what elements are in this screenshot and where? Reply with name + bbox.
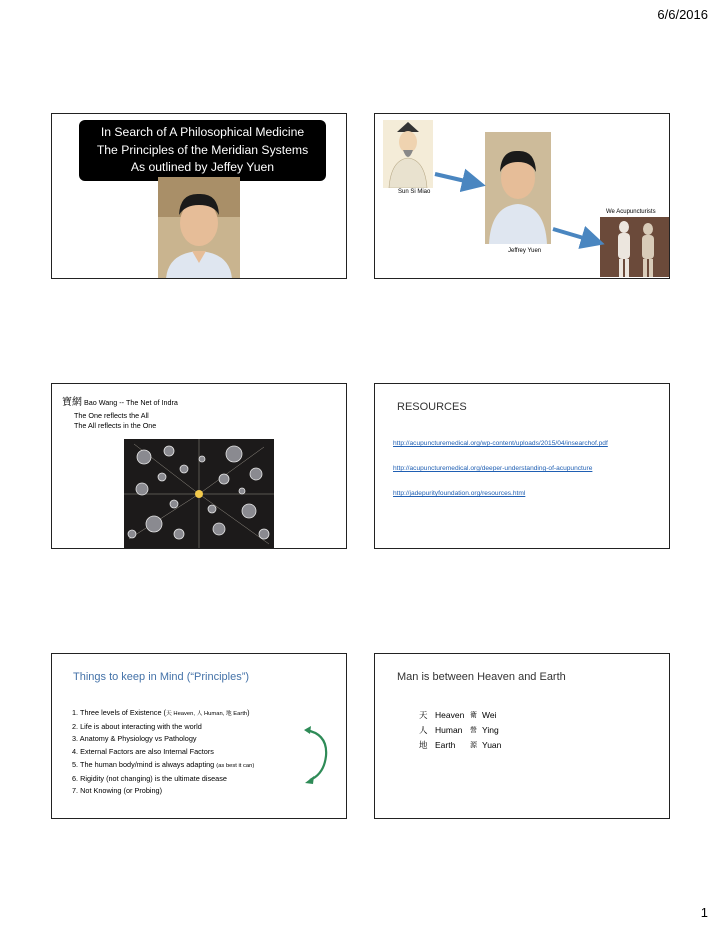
principles-title: Things to keep in Mind (“Principles”) [73, 671, 250, 683]
slide-principles [51, 653, 347, 819]
lineage-arrows [375, 114, 670, 279]
list-item: 6. Rigidity (not changing) is the ultimate disease [72, 773, 227, 783]
resource-link[interactable]: http://acupuncturemedical.org/deeper-understanding-of-acupuncture [393, 465, 593, 472]
resource-link[interactable]: http://jadepurityfoundation.org/resources.html [393, 490, 526, 497]
cycle-arrow-icon [302, 726, 332, 788]
label-jeffrey-yuen: Jeffrey Yuen [508, 248, 542, 254]
list-item: 3. Anatomy & Physiology vs Pathology [72, 734, 197, 744]
bao-wang-chinese: 寶網 [62, 397, 82, 408]
label-sun-si-miao: Sun Si Miao [398, 189, 431, 195]
portrait-photo [158, 177, 240, 279]
list-item: 2. Life is about interacting with the world [72, 721, 202, 731]
list-item: 1. Three levels of Existence (天 Heaven, 人 Human, 地 Earth) [72, 708, 250, 717]
list-item: 5. The human body/mind is always adapting (as best it can) [72, 759, 255, 769]
page-date: 6/6/2016 [657, 7, 708, 22]
title-line: The Principles of the Meridian Systems [96, 142, 309, 157]
heaven-earth-table [419, 708, 501, 753]
indra-line-2: The One reflects the All [74, 411, 149, 420]
slide-resources [374, 383, 670, 549]
page-number: 1 [700, 905, 708, 920]
title-line: In Search of A Philosophical Medicine [100, 125, 305, 139]
list-item: 4. External Factors are also Internal Factors [72, 747, 214, 757]
label-we-acupuncturists: We Acupuncturists [606, 209, 656, 215]
bubbles-image [124, 439, 274, 549]
slide-title [51, 113, 347, 279]
indra-line-3: The All reflects in the One [74, 421, 157, 430]
heaven-earth-title: Man is between Heaven and Earth [397, 671, 566, 683]
slide-lineage [374, 113, 670, 279]
indra-line-1: 寶網 Bao Wang -- The Net of Indra [62, 397, 178, 408]
arrow-icon [435, 174, 478, 184]
slide-heaven-earth [374, 653, 670, 819]
arrow-icon [553, 229, 597, 242]
title-box [79, 120, 326, 181]
table-row: 人 Human 營 Ying [419, 725, 499, 735]
resource-link[interactable]: http://acupuncturemedical.org/wp-content/uploads/2015/04/insearchof.pdf [393, 440, 608, 447]
table-row: 天 Heaven 衛 Wei [419, 710, 497, 720]
table-row: 地 Earth 源 Yuan [419, 740, 502, 750]
principles-list [72, 707, 254, 798]
list-item: 7. Not Knowing (or Probing) [72, 786, 163, 796]
slide-indra-net [51, 383, 347, 549]
resources-title: RESOURCES [397, 401, 467, 413]
title-line: As outlined by Jeffey Yuen [130, 160, 275, 174]
